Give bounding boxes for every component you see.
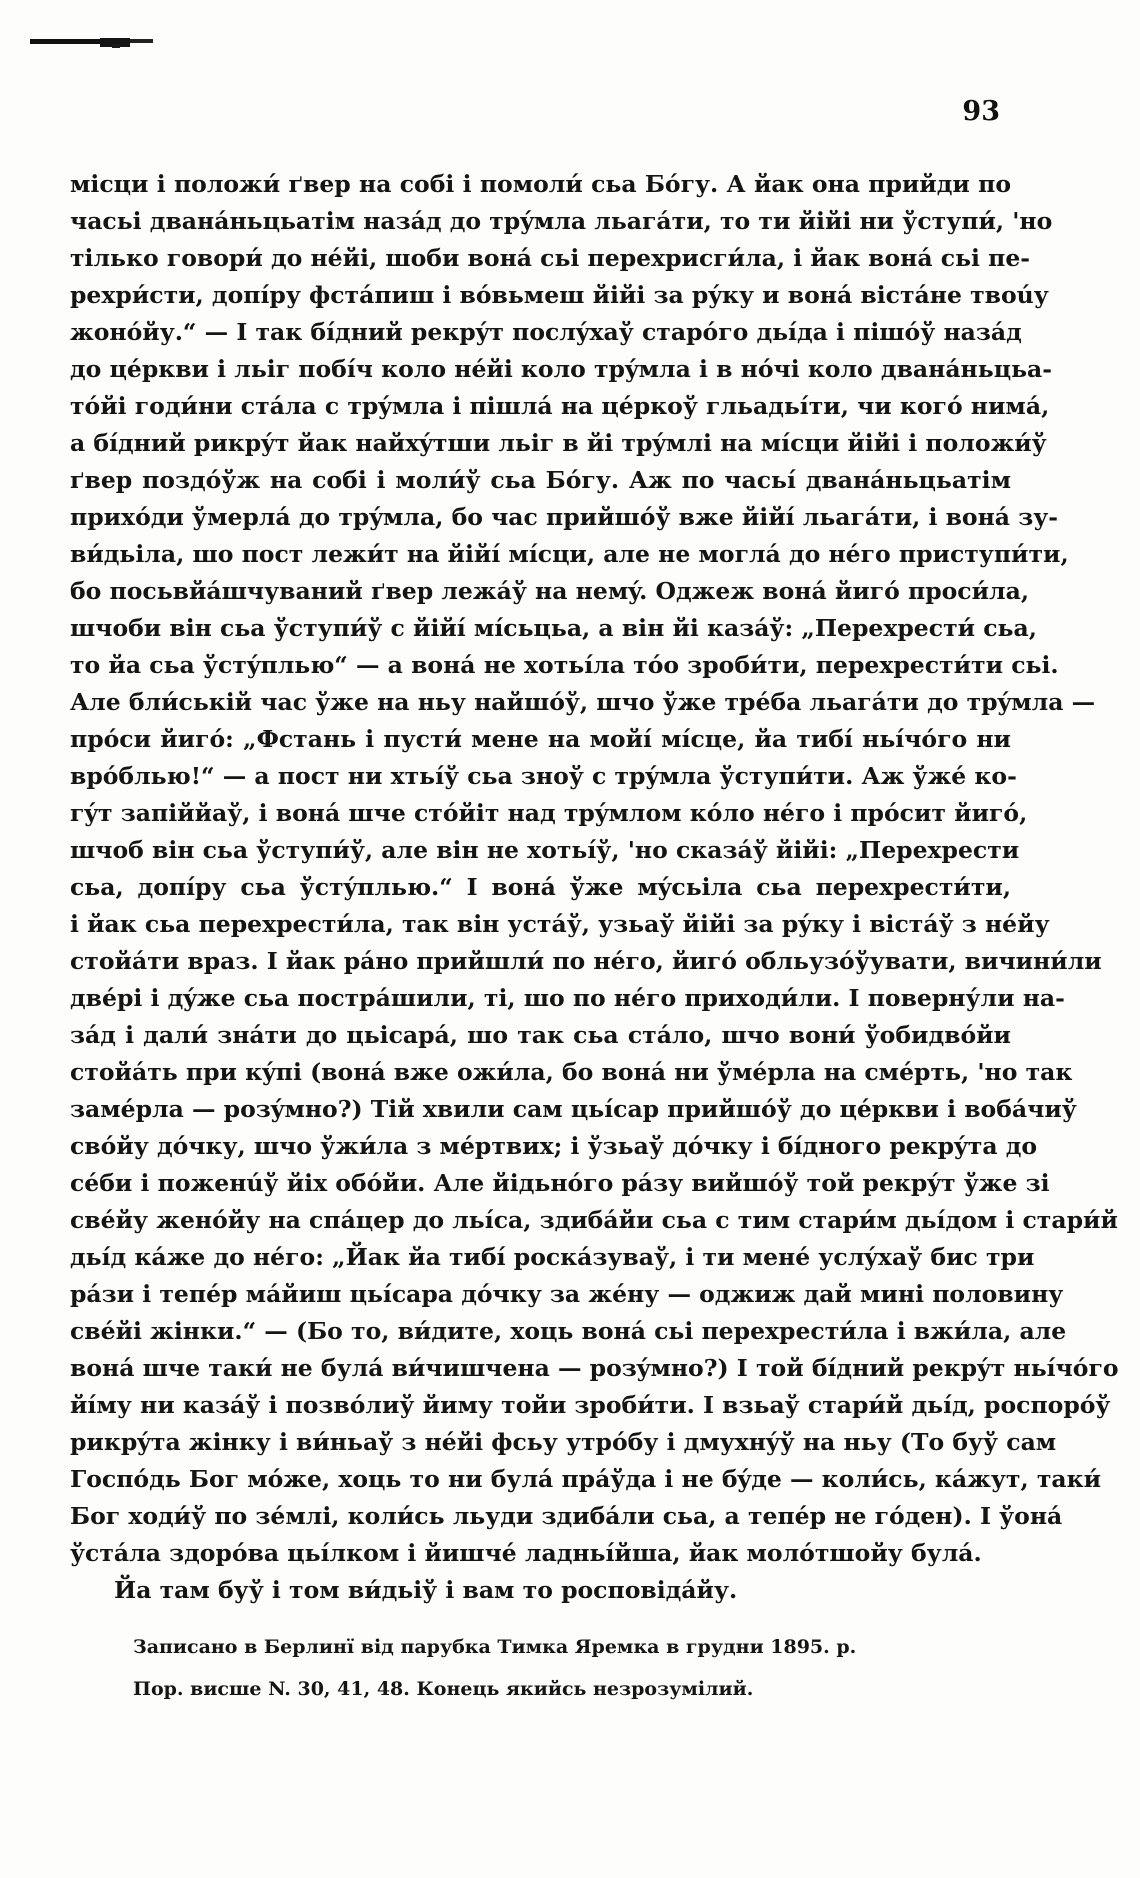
text-line: свóйу дóчку, шчо ўжи́ла з мéртвих; і ўзьаў дóчку і бíдного рекрýта до bbox=[70, 1132, 1038, 1160]
text-line: зáд і дали́ знáти до цьісарá, шо так сьа стáло, шчо вони́ ўобидвóйи bbox=[70, 1021, 1011, 1049]
text-line: прóси йигó: „Фстань і пусти́ мене на мойí мíсце, йа тибí ньíчóго ни bbox=[70, 725, 1011, 753]
text-line: ґвер поздóўж на собі і моли́ў сьа Бóгу. Аж по часьí дванáньцьатім bbox=[70, 466, 1011, 494]
text-line: замéрла — розýмно?) Тій хвили сам цьíсар прийшóў до цéркви і вобáчиў bbox=[70, 1095, 1077, 1123]
text-line: і йак сьа перехрести́ла, так він устáў, узьаў йійі за рýку і вістáў з нéйу bbox=[70, 910, 1050, 938]
text-line: рикрýта жінку і ви́ньаў з нéйі фсьу утрóбу і дмухнýў на ньу (То буў сам bbox=[70, 1428, 1057, 1456]
text-line: часьі дванáньцьатім назáд до трýмла льагáти, то ти йійі ни ўступи́, 'но bbox=[70, 207, 1053, 235]
text-line: місци і положи́ ґвер на собі і помоли́ сьа Бо́гу. А йак она прийди по bbox=[70, 170, 1011, 198]
text-line: то йа сьа ўстýплью“ — а вонá не хотьíла тóо зроби́ти, перехрести́ти сьі. bbox=[70, 651, 1059, 679]
text-line: сьа, допíру сьа ўстýплью.“ І вонá ўже мýсьіла сьа перехрести́ти, bbox=[70, 873, 1011, 901]
text-line: свéйу женóйу на спáцер до льíса, здибáйи сьа с тим стари́м дьíдом і стари́й bbox=[70, 1206, 1118, 1234]
text-line: жонóйу.“ — І так бі́дний рекрýт послýхаў старóго дьíда і пішóў назáд bbox=[70, 318, 1022, 346]
text-line: стойáть при кýпі (вонá вже ожи́ла, бо вонá ни ўмéрла на смéрть, 'но так bbox=[70, 1058, 1073, 1086]
text-line: прихóди ўмерлá до трýмла, бо час прийшóў вже йійí льагáти, і вонá зу- bbox=[70, 503, 1058, 531]
text-line: Госпóдь Бог мóже, хоць то ни булá прáўда і не бýде — коли́сь, кáжут, таки́ bbox=[70, 1465, 1102, 1493]
text-line: Але бли́ській час ўже на ньу найшóў, шчо ўже трéба льагáти до трýмла — bbox=[70, 688, 1096, 716]
text-line: гýт запіййаў, і вонá шче стóйіт над трýмлом кóло нéго і прóсит йигó, bbox=[70, 799, 1028, 827]
text-line: бо посьвйáшчуваний ґвер лежáў на немý. Оджеж вонá йигó проси́ла, bbox=[70, 577, 1030, 605]
ink-smudge-icon bbox=[30, 36, 153, 50]
closing-line: Йа там буў і том ви́дьіў і вам то росповідáйу. bbox=[114, 1576, 738, 1604]
text-line: вонá шче таки́ не булá ви́чишчена — розýмно?) І той бíдний рекрýт ньíчóго bbox=[70, 1354, 1119, 1382]
text-line: ўстáла здорóва цьíлком і йишчé ладньíйша, йак молóтшойу булá. bbox=[70, 1539, 982, 1567]
text-line: а бі́дний рикрýт йак найхýтши льіг в йі трýмлі на мі́сци йійі і положи́ў bbox=[70, 429, 1047, 457]
text-line: ви́дьіла, шо пост лежи́т на йійí мі́сци, але не моглá до не́го приступи́ти, bbox=[70, 540, 1069, 568]
text-line: до це́ркви і льіг побі́ч коло не́йі коло трýмла і в но́чі коло дванáньцьа- bbox=[70, 355, 1052, 383]
note-line: Записано в Берлинї від парубка Тимка Яремка в грудни 1895. р. bbox=[133, 1636, 857, 1658]
text-line: сéби і поженúў йіх обóйи. Але йідьнóго рáзу вийшóў той рекрýт ўже зі bbox=[70, 1169, 1050, 1197]
text-line: рáзи і тепéр мáйиш цьíсара дóчку за жéну — оджиж дай мині половину bbox=[70, 1280, 1064, 1308]
text-line: Бог ходи́ў по зéмлі, коли́сь льуди здибáли сьа, а тепéр не гóден). І ўонá bbox=[70, 1502, 1063, 1530]
story-text bbox=[70, 166, 1119, 1609]
note-line: Пор. висше N. 30, 41, 48. Конець якийсь незрозумілий. bbox=[133, 1678, 754, 1700]
text-line: рехри́сти, допі́ру фстáпиш і во́вьмеш йійі за рýку и вонá вістáне твоúу bbox=[70, 281, 1049, 309]
text-line: шчоби він сьа ўступи́ў с йійí мíсьцьа, а він йі казáў: „Перехрести́ сьа, bbox=[70, 614, 1037, 642]
text-line: шчоб він сьа ўступи́ў, але він не хотьíў, 'но сказáў йійі: „Перехрести bbox=[70, 836, 1020, 864]
text-line: свéйі жінки.“ — (Бо то, ви́дите, хоць вонá сьі перехрести́ла і вжи́ла, але bbox=[70, 1317, 1067, 1345]
text-line: йíму ни казáў і позвóлиў йиму тойи зроби́ти. І взьаў стари́й дьíд, роспорóў bbox=[70, 1391, 1111, 1419]
text-line: двéрі і дýже сьа пострáшили, ті, шо по нéго приходи́ли. І поверну́ли на- bbox=[70, 984, 1065, 1012]
text-line: тілько говори́ до не́йі, шоби вонá сьі перехрисги́ла, і йак вонá сьі пе- bbox=[70, 244, 1031, 272]
text-line: дьíд кáже до нéго: „Йак йа тибí роскáзуваў, і ти менé услýхаў бис три bbox=[70, 1243, 1035, 1271]
page-number: 93 bbox=[962, 96, 1000, 127]
text-line: стойáти враз. І йак рáно прийшли́ по нéго, йигó обльузóўувати, вичини́ли bbox=[70, 947, 1102, 975]
text-line: врóблью!“ — а пост ни хтьíў сьа зноў с трýмла ўступи́ти. Аж ўжé ко- bbox=[70, 762, 1017, 790]
text-line: тóйі годи́ни стáла с трýмла і пішлá на це́ркоў гльадьíти, чи когó нимá, bbox=[70, 392, 1050, 420]
source-notes bbox=[133, 1626, 963, 1710]
